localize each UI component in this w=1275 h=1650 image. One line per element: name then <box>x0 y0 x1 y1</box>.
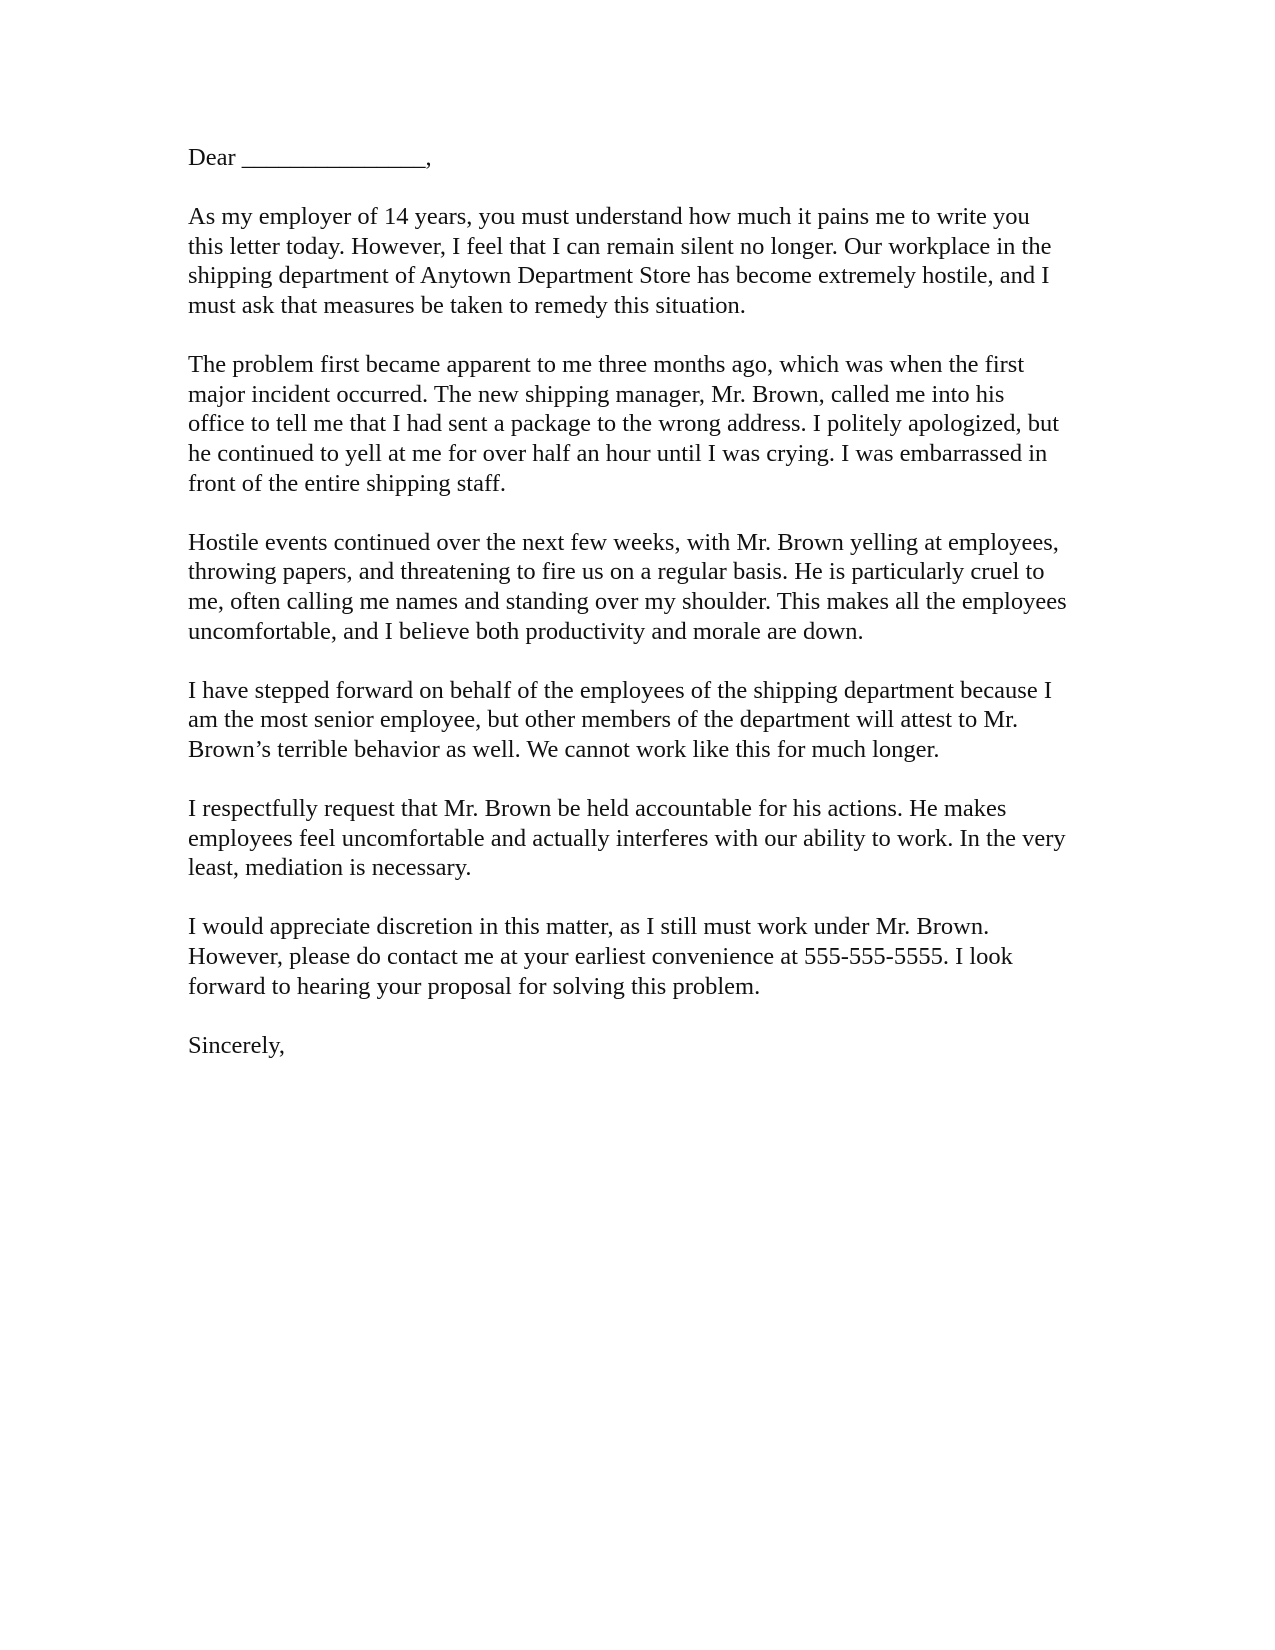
paragraph-line: he continued to yell at me for over half an hour until I was crying. I was embarrassed in <box>188 439 1048 467</box>
letter-body <box>188 143 1103 1090</box>
paragraph-line: I would appreciate discretion in this matter, as I still must work under Mr. Brown. <box>188 913 990 941</box>
paragraph-line: shipping department of Anytown Department Store has become extremely hostile, and I <box>188 262 1050 290</box>
paragraph-line: least, mediation is necessary. <box>188 854 472 882</box>
paragraph-line: uncomfortable, and I believe both productivity and morale are down. <box>188 617 864 645</box>
paragraph-line: must ask that measures be taken to remedy this situation. <box>188 291 746 319</box>
paragraph-2 <box>188 350 1103 498</box>
paragraph-1 <box>188 202 1103 320</box>
paragraph-line: major incident occurred. The new shipping manager, Mr. Brown, called me into his <box>188 380 1005 408</box>
paragraph-line: Hostile events continued over the next few weeks, with Mr. Brown yelling at employees, <box>188 528 1059 556</box>
paragraph-line: front of the entire shipping staff. <box>188 469 506 497</box>
paragraph-line: Brown’s terrible behavior as well. We cannot work like this for much longer. <box>188 735 940 763</box>
paragraph-line: employees feel uncomfortable and actually interferes with our ability to work. In the very <box>188 824 1066 852</box>
paragraph-line: The problem first became apparent to me three months ago, which was when the first <box>188 351 1025 379</box>
paragraph-line: am the most senior employee, but other members of the department will attest to Mr. <box>188 706 1019 734</box>
paragraph-line: throwing papers, and threatening to fire us on a regular basis. He is particularly cruel to <box>188 558 1045 586</box>
paragraph-line: However, please do contact me at your earliest convenience at 555-555-5555. I look <box>188 943 1013 971</box>
salutation: Dear _______________, <box>188 144 432 171</box>
paragraph-line: As my employer of 14 years, you must understand how much it pains me to write you <box>188 203 1030 231</box>
paragraph-line: forward to hearing your proposal for solving this problem. <box>188 972 761 1000</box>
paragraph-line: me, often calling me names and standing over my shoulder. This makes all the employees <box>188 587 1067 615</box>
paragraph-6 <box>188 912 1103 1001</box>
paragraph-line: office to tell me that I had sent a package to the wrong address. I politely apologized, but <box>188 410 1060 438</box>
paragraph-4 <box>188 676 1103 765</box>
paragraph-line: this letter today. However, I feel that I can remain silent no longer. Our workplace in the <box>188 232 1052 260</box>
paragraph-line: I have stepped forward on behalf of the employees of the shipping department because I <box>188 676 1052 704</box>
paragraph-line: I respectfully request that Mr. Brown be held accountable for his actions. He makes <box>188 795 1007 823</box>
paragraph-5 <box>188 794 1103 883</box>
closing: Sincerely, <box>188 1031 286 1059</box>
paragraph-3 <box>188 528 1103 646</box>
